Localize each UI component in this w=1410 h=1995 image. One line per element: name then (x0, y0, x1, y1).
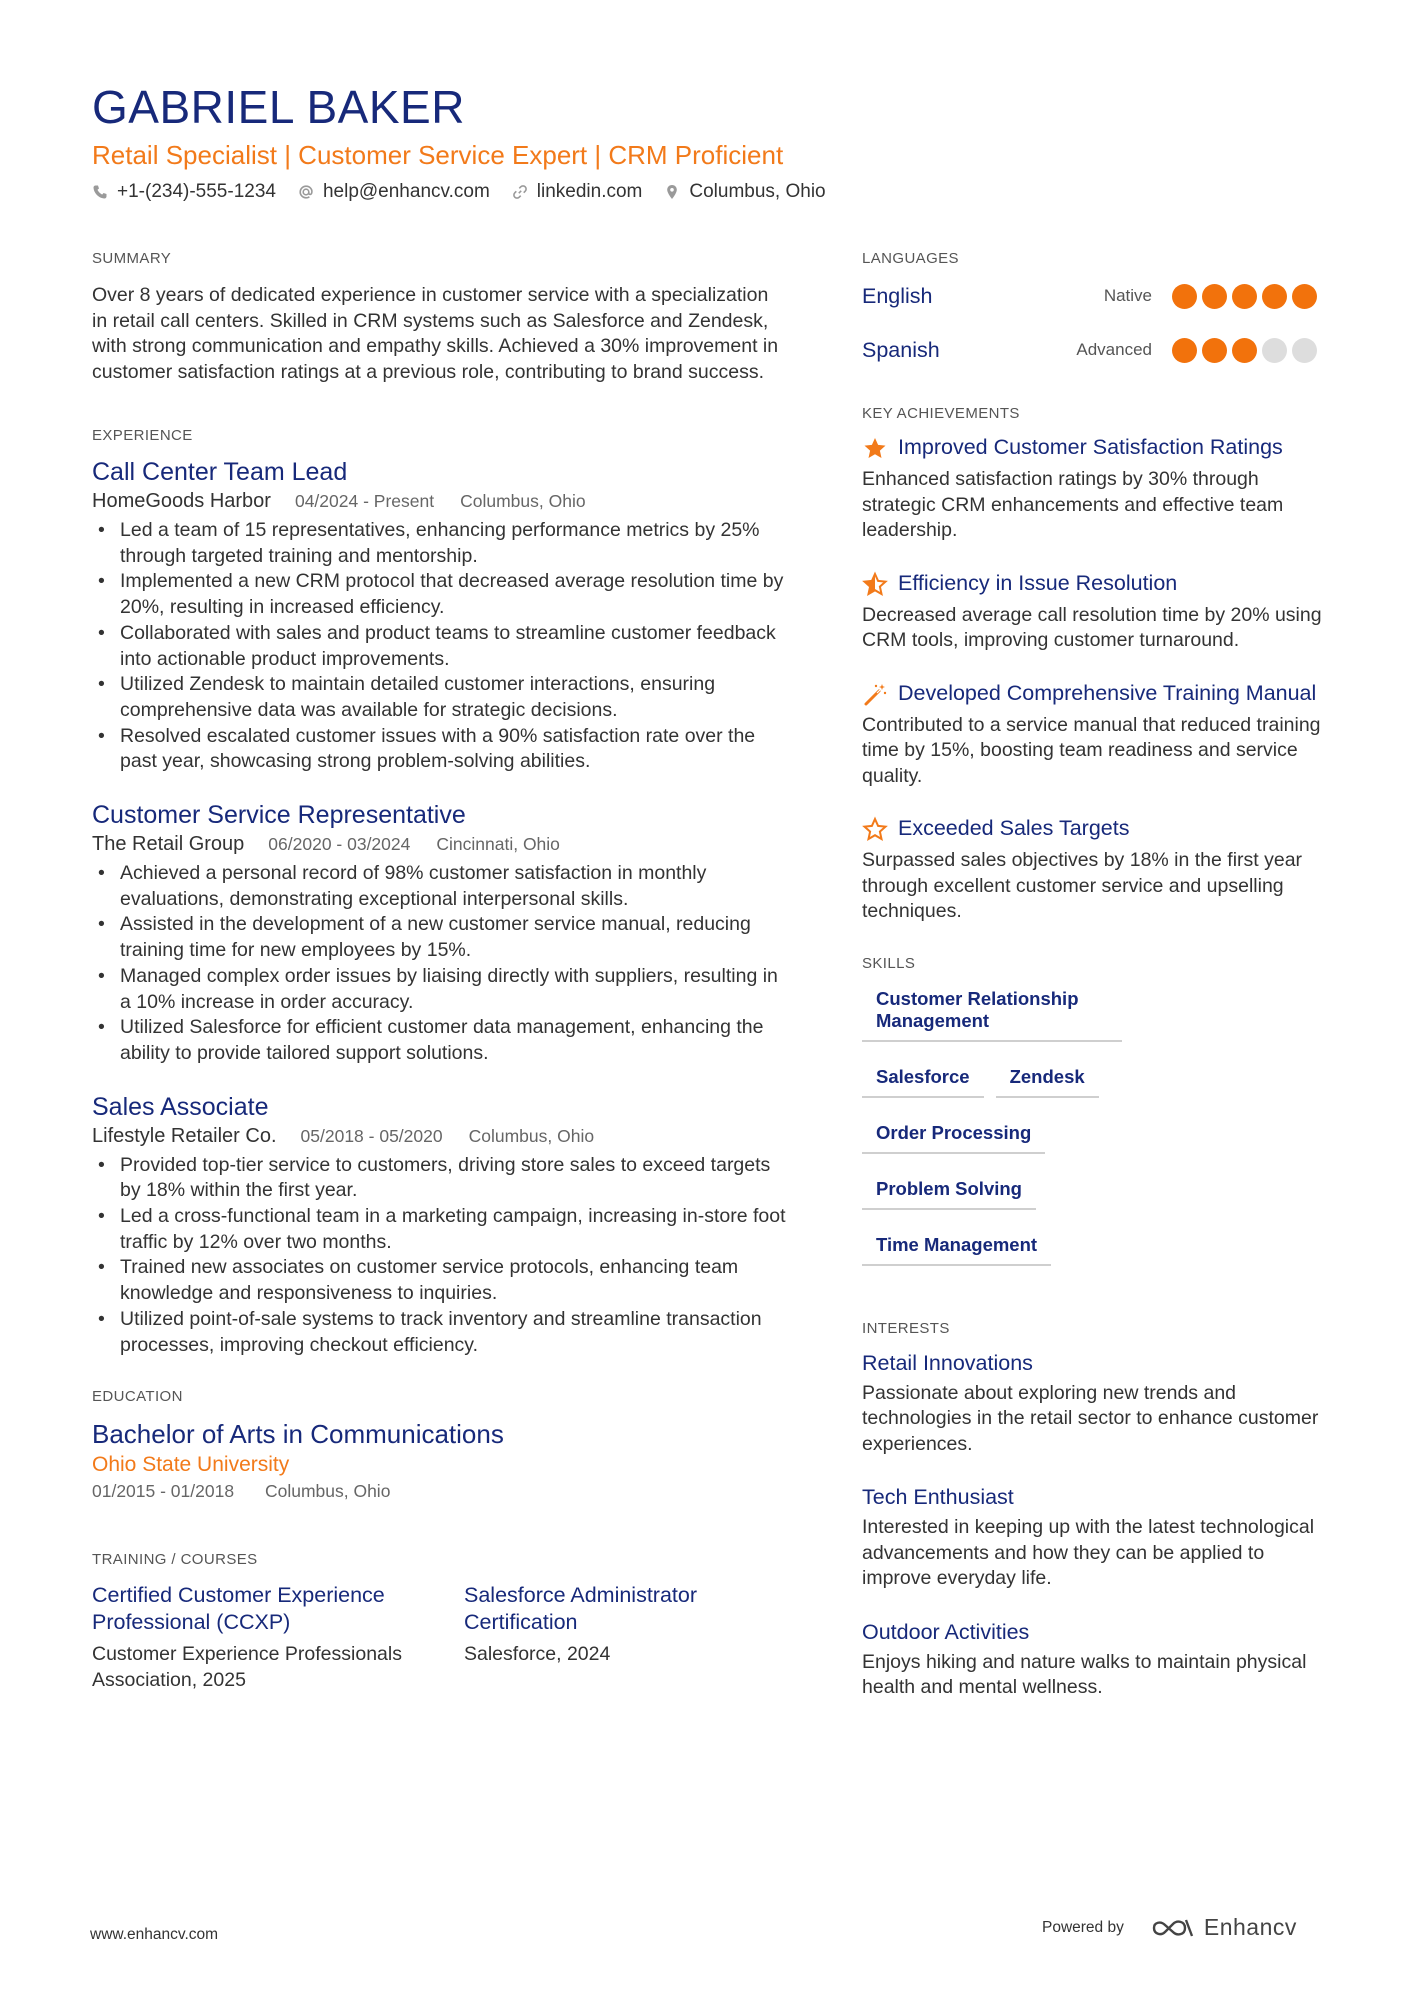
location-pin-icon (664, 184, 680, 200)
job-title: Sales Associate (92, 1092, 269, 1121)
job-dates: 06/2020 - 03/2024 (268, 834, 411, 855)
rating-dot-filled (1232, 284, 1257, 309)
rating-dot-filled (1232, 338, 1257, 363)
course-org: Salesforce, 2024 (464, 1643, 611, 1666)
rating-dot-filled (1172, 338, 1197, 363)
powered-by-label: Powered by (1042, 1918, 1124, 1936)
achievement-item (862, 434, 1322, 544)
brand-logo[interactable] (1150, 1914, 1297, 1941)
skills-list (862, 984, 1322, 1286)
experience-section (92, 427, 792, 1358)
star-outline-icon (862, 816, 888, 842)
job-bullet: • Assisted in the development of a new customer service manual, reducing training time for new employees by 15%. (92, 912, 792, 963)
languages-heading: LANGUAGES (862, 250, 959, 267)
achievement-title: Improved Customer Satisfaction Ratings (898, 435, 1283, 459)
rating-dot-filled (1292, 284, 1317, 309)
achievement-description: Enhanced satisfaction ratings by 30% through strategic CRM enhancements and effective team leadership. (862, 468, 1284, 541)
experience-item (92, 799, 792, 1067)
training-heading: TRAINING / COURSES (92, 1551, 258, 1569)
experience-heading: EXPERIENCE (92, 427, 193, 444)
interest-description: Enjoys hiking and nature walks to maintain physical health and mental wellness. (862, 1650, 1307, 1698)
contact-bar (92, 181, 848, 203)
achievement-title: Efficiency in Issue Resolution (898, 570, 1178, 595)
achievements-heading: KEY ACHIEVEMENTS (862, 405, 1020, 422)
job-bullet: • Collaborated with sales and product teams to streamline customer feedback into actionable product improvements. (92, 621, 792, 672)
job-bullet: • Provided top-tier service to customers, driving store sales to exceed targets by 18% within the first year. (92, 1153, 792, 1204)
job-meta (92, 831, 792, 857)
magic-wand-icon (862, 681, 888, 707)
language-name: English (862, 283, 933, 308)
interest-item (862, 1483, 1322, 1592)
job-bullet: • Utilized point-of-sale systems to track inventory and streamline transaction processes, improving checkout efficiency. (92, 1307, 792, 1358)
contact-email[interactable] (298, 181, 490, 203)
summary-section (92, 250, 792, 385)
email-text: help@enhancv.com (322, 181, 490, 202)
job-bullet: • Trained new associates on customer service protocols, enhancing team knowledge and responsiveness to inquiries. (92, 1255, 792, 1306)
job-bullet: • Resolved escalated customer issues with a 90% satisfaction rate over the past year, showcasing strong problem-solving abilities. (92, 724, 792, 775)
interest-item (862, 1618, 1322, 1701)
job-bullet: • Utilized Zendesk to maintain detailed customer interactions, ensuring comprehensive data was available for strategic decisions. (92, 672, 792, 723)
interest-title: Retail Innovations (862, 1350, 1033, 1375)
education-meta (92, 1479, 792, 1503)
language-level: Advanced (1076, 340, 1152, 359)
job-dates: 05/2018 - 05/2020 (300, 1125, 443, 1146)
course-title: Salesforce Administrator Certification (464, 1583, 698, 1635)
achievement-title: Exceeded Sales Targets (898, 816, 1130, 840)
footer-branding (1042, 1914, 1297, 1941)
achievement-description: Decreased average call resolution time by 20% using CRM tools, improving customer turnaround. (862, 603, 1322, 651)
experience-list (92, 456, 792, 1358)
job-meta (92, 488, 792, 514)
achievement-title: Developed Comprehensive Training Manual (898, 680, 1317, 705)
job-title: Customer Service Representative (92, 801, 466, 830)
language-name: Spanish (862, 337, 940, 362)
job-title: Call Center Team Lead (92, 458, 348, 486)
interest-description: Passionate about exploring new trends and technologies in the retail sector to enhance customer experiences. (862, 1381, 1319, 1455)
job-dates: 04/2024 - Present (294, 491, 435, 511)
rating-dot-filled (1202, 338, 1227, 363)
candidate-title: Retail Specialist | Customer Service Expert | CRM Proficient (92, 140, 784, 170)
company-name: The Retail Group (92, 833, 245, 856)
achievement-item (862, 815, 1322, 925)
achievement-header (862, 434, 1322, 461)
language-rating (1172, 338, 1322, 363)
education-section (92, 1388, 792, 1503)
job-bullets (92, 1153, 792, 1359)
skill-tag: Time Management (862, 1230, 1051, 1266)
skill-tag: Salesforce (862, 1062, 984, 1098)
at-sign-icon (298, 184, 314, 200)
company-name: Lifestyle Retailer Co. (92, 1124, 277, 1147)
achievement-header (862, 815, 1322, 842)
course-item (464, 1582, 764, 1693)
achievements-list (862, 434, 1322, 925)
contact-linkedin[interactable] (512, 181, 643, 203)
skill-tag: Zendesk (996, 1062, 1099, 1098)
enhancv-logo-icon (1150, 1916, 1196, 1940)
right-column (862, 250, 1322, 1727)
achievement-item (862, 570, 1322, 654)
rating-dot-empty (1262, 338, 1287, 363)
interests-section (862, 1320, 1322, 1701)
language-rating (1172, 284, 1322, 309)
achievement-header (862, 570, 1322, 597)
school-name: Ohio State University (92, 1453, 290, 1477)
star-filled-icon (862, 435, 888, 461)
rating-dot-filled (1262, 284, 1287, 309)
achievement-header (862, 680, 1322, 707)
summary-text: Over 8 years of dedicated experience in customer service with a specialization in retail call centers. Skilled in CRM systems such as Salesforce and Zendesk, with strong communication and empathy skills. Achieved a 30% improvement in customer satisfaction ratings at a previous role, contributing to brand success. (92, 284, 779, 383)
language-row (862, 323, 1322, 377)
training-section (92, 1551, 792, 1693)
skill-tag: Problem Solving (862, 1174, 1036, 1210)
location-text: Columbus, Ohio (689, 181, 826, 202)
skills-section (862, 955, 1322, 1286)
interest-item (862, 1349, 1322, 1458)
contact-phone (92, 181, 276, 203)
phone-icon (92, 184, 108, 200)
achievements-section (862, 405, 1322, 925)
experience-item (92, 1091, 792, 1359)
language-level: Native (1103, 286, 1152, 305)
job-bullet: • Led a cross-functional team in a marketing campaign, increasing in-store foot traffic by 12% over two months. (92, 1204, 792, 1255)
languages-list (862, 269, 1322, 377)
interests-list (862, 1349, 1322, 1701)
star-half-icon (862, 571, 888, 597)
linkedin-text: linkedin.com (536, 181, 643, 202)
job-bullets (92, 861, 792, 1067)
company-name: HomeGoods Harbor (92, 490, 271, 512)
job-location: Columbus, Ohio (468, 1125, 595, 1146)
education-location: Columbus, Ohio (264, 1481, 391, 1502)
job-location: Columbus, Ohio (460, 491, 586, 511)
brand-name: Enhancv (1203, 1914, 1297, 1940)
experience-item (92, 456, 792, 775)
language-row (862, 269, 1322, 323)
achievement-description: Surpassed sales objectives by 18% in the first year through excellent customer service and upselling techniques. (862, 849, 1303, 922)
job-bullet: • Implemented a new CRM protocol that decreased average resolution time by 20%, resulting in increased efficiency. (92, 569, 792, 620)
course-org: Customer Experience Professionals Association, 2025 (92, 1643, 402, 1691)
interest-title: Tech Enthusiast (862, 1485, 1014, 1509)
languages-section (862, 250, 1322, 377)
course-title: Certified Customer Experience Professional (CCXP) (92, 1583, 385, 1635)
rating-dot-empty (1292, 338, 1317, 363)
left-column (92, 250, 792, 1693)
training-list (92, 1582, 792, 1693)
phone-text: +1-(234)-555-1234 (117, 181, 276, 202)
rating-dot-filled (1202, 284, 1227, 309)
interest-title: Outdoor Activities (862, 1619, 1030, 1644)
job-bullets (92, 518, 792, 775)
education-dates: 01/2015 - 01/2018 (92, 1481, 235, 1502)
skill-tag: Customer Relationship Management (862, 984, 1122, 1042)
footer-website[interactable]: www.enhancv.com (90, 1926, 219, 1943)
achievement-item (862, 680, 1322, 790)
achievement-description: Contributed to a service manual that reduced training time by 15%, boosting team readiness and service quality. (862, 713, 1321, 787)
interests-heading: INTERESTS (862, 1319, 950, 1337)
job-bullet: • Managed complex order issues by liaising directly with suppliers, resulting in a 10% increase in order accuracy. (92, 964, 792, 1015)
summary-heading: SUMMARY (92, 250, 172, 267)
skill-tag: Order Processing (862, 1118, 1045, 1154)
course-item (92, 1582, 464, 1693)
degree-title: Bachelor of Arts in Communications (92, 1419, 504, 1450)
contact-location (664, 181, 825, 203)
job-bullet: • Led a team of 15 representatives, enhancing performance metrics by 25% through targeted training and mentorship. (92, 518, 792, 569)
job-meta (92, 1123, 792, 1149)
candidate-name: GABRIEL BAKER (92, 81, 465, 133)
job-location: Cincinnati, Ohio (436, 834, 560, 855)
rating-dot-filled (1172, 284, 1197, 309)
link-icon (512, 184, 528, 200)
interest-description: Interested in keeping up with the latest technological advancements and how they can be applied to improve everyday life. (862, 1516, 1315, 1589)
job-bullet: • Achieved a personal record of 98% customer satisfaction in monthly evaluations, demonstrating exceptional interpersonal skills. (92, 861, 792, 912)
education-heading: EDUCATION (92, 1388, 183, 1406)
skills-heading: SKILLS (862, 954, 916, 972)
job-bullet: • Utilized Salesforce for efficient customer data management, enhancing the ability to provide tailored support solutions. (92, 1015, 792, 1066)
